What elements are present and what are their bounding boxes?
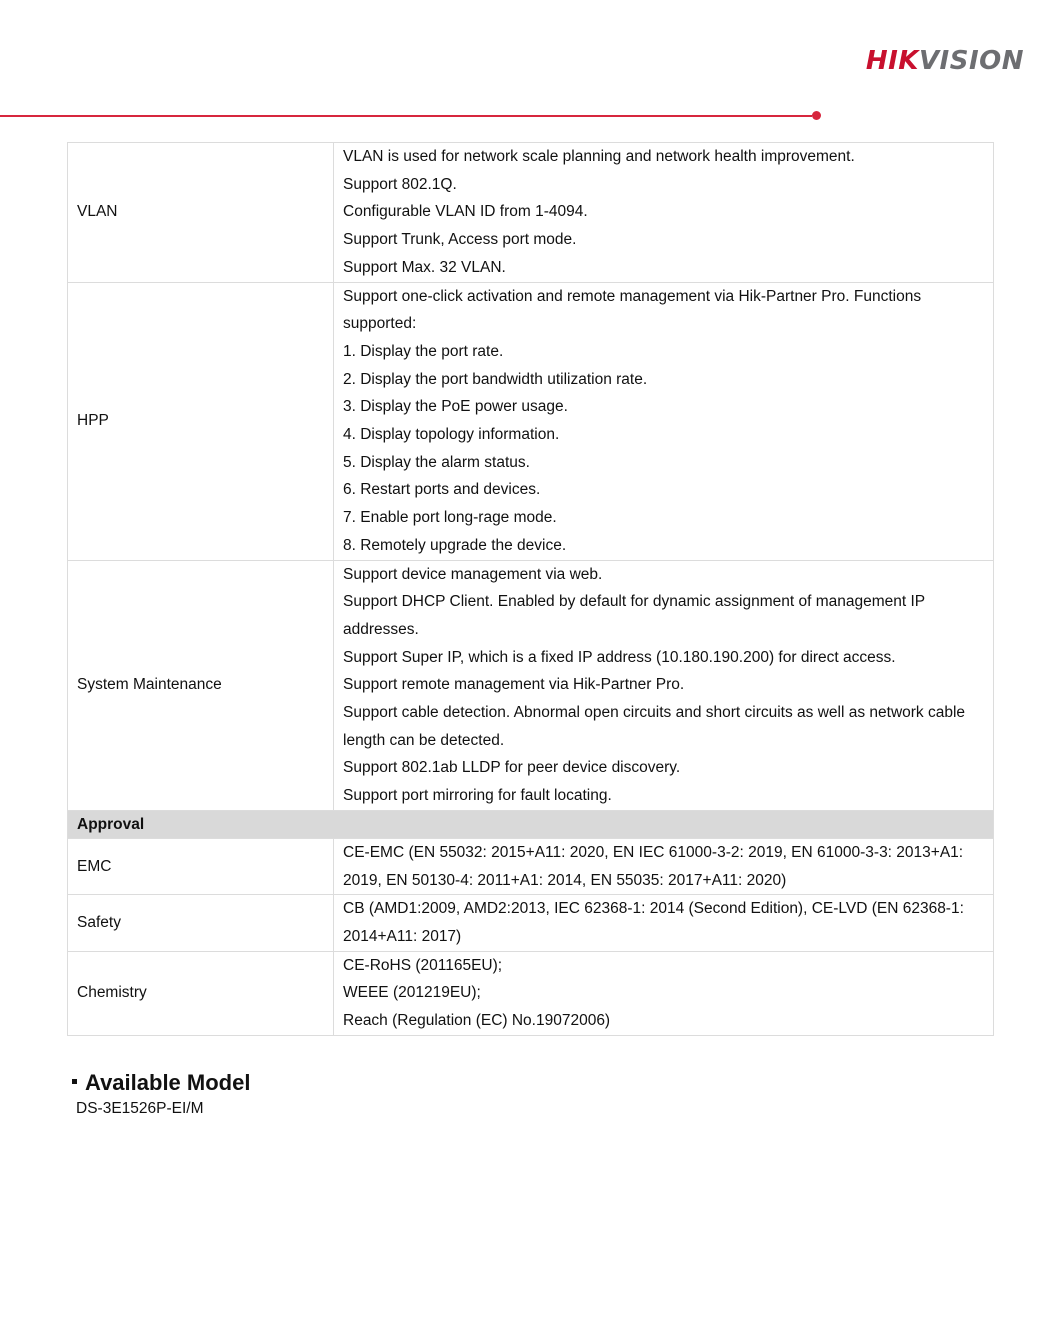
value-line: Support DHCP Client. Enabled by default for dynamic assignment of management IP addresses. xyxy=(343,593,925,638)
row-label: System Maintenance xyxy=(68,560,334,810)
row-value xyxy=(334,951,994,1035)
header-divider-dot xyxy=(812,111,821,120)
value-line: Support port mirroring for fault locating. xyxy=(343,787,612,805)
value-line: 3. Display the PoE power usage. xyxy=(343,398,568,416)
square-bullet-icon xyxy=(72,1079,77,1084)
value-line: Support Max. 32 VLAN. xyxy=(343,258,506,276)
value-line: Support cable detection. Abnormal open circuits and short circuits as well as network cable length can be detected. xyxy=(343,704,966,749)
value-line: Reach (Regulation (EC) No.19072006) xyxy=(343,1012,611,1030)
model-number: DS-3E1526P-EI/M xyxy=(76,1100,204,1117)
value-line: CE-RoHS (201165EU); xyxy=(343,956,503,974)
value-line: 2. Display the port bandwidth utilization rate. xyxy=(343,370,648,388)
row-label: Chemistry xyxy=(68,951,334,1035)
table-row xyxy=(68,838,994,894)
row-label: Safety xyxy=(68,895,334,951)
available-model-title: Available Model xyxy=(85,1070,251,1095)
table-row xyxy=(68,895,994,951)
value-line: Support one-click activation and remote management via Hik-Partner Pro. Functions supported: xyxy=(343,287,922,333)
value-line: Configurable VLAN ID from 1-4094. xyxy=(343,203,588,221)
row-label: VLAN xyxy=(68,143,334,283)
value-line: 1. Display the port rate. xyxy=(343,342,504,360)
value-line: Support Trunk, Access port mode. xyxy=(343,231,577,249)
hikvision-logo xyxy=(866,46,1024,76)
table-row xyxy=(68,951,994,1035)
value-line: Support 802.1Q. xyxy=(343,175,457,193)
value-line: VLAN is used for network scale planning and network health improvement. xyxy=(343,148,855,165)
table-row xyxy=(68,282,994,560)
logo-text-vision: VISION xyxy=(918,46,1024,76)
row-value xyxy=(334,560,994,810)
header-divider xyxy=(0,115,812,117)
spec-table xyxy=(67,142,994,1036)
value-line: Support remote management via Hik-Partner Pro. xyxy=(343,676,685,694)
row-value xyxy=(334,838,994,894)
value-line: Support Super IP, which is a fixed IP address (10.180.190.200) for direct access. xyxy=(343,648,896,666)
value-line: Support 802.1ab LLDP for peer device discovery. xyxy=(343,759,681,777)
row-value xyxy=(334,895,994,951)
table-row xyxy=(68,143,994,283)
available-model-heading xyxy=(72,1068,250,1098)
table-row xyxy=(68,560,994,810)
value-line: 4. Display topology information. xyxy=(343,426,560,444)
value-line: WEEE (201219EU); xyxy=(343,984,481,1002)
section-header-row xyxy=(68,810,994,838)
value-line: 7. Enable port long-rage mode. xyxy=(343,509,557,527)
value-line: CB (AMD1:2009, AMD2:2013, IEC 62368-1: 2014 (Second Edition), CE-LVD (EN 62368-1: 2014+A11: 2017) xyxy=(343,900,964,945)
row-value xyxy=(334,143,994,283)
row-label: HPP xyxy=(68,282,334,560)
row-label: EMC xyxy=(68,838,334,894)
value-line: 5. Display the alarm status. xyxy=(343,453,530,471)
row-value xyxy=(334,282,994,560)
value-line: 8. Remotely upgrade the device. xyxy=(343,536,567,554)
value-line: Support device management via web. xyxy=(343,565,603,583)
logo-text-hik: HIK xyxy=(865,46,919,76)
value-line: 6. Restart ports and devices. xyxy=(343,481,541,499)
section-header-approval: Approval xyxy=(68,810,994,838)
available-model-section xyxy=(72,1068,250,1120)
value-line: CE-EMC (EN 55032: 2015+A11: 2020, EN IEC 61000-3-2: 2019, EN 61000-3-3: 2013+A1: 2019, EN 50130-4: 2011+A1: 2014, EN 55035: 2017+A11: 2020) xyxy=(343,843,964,889)
